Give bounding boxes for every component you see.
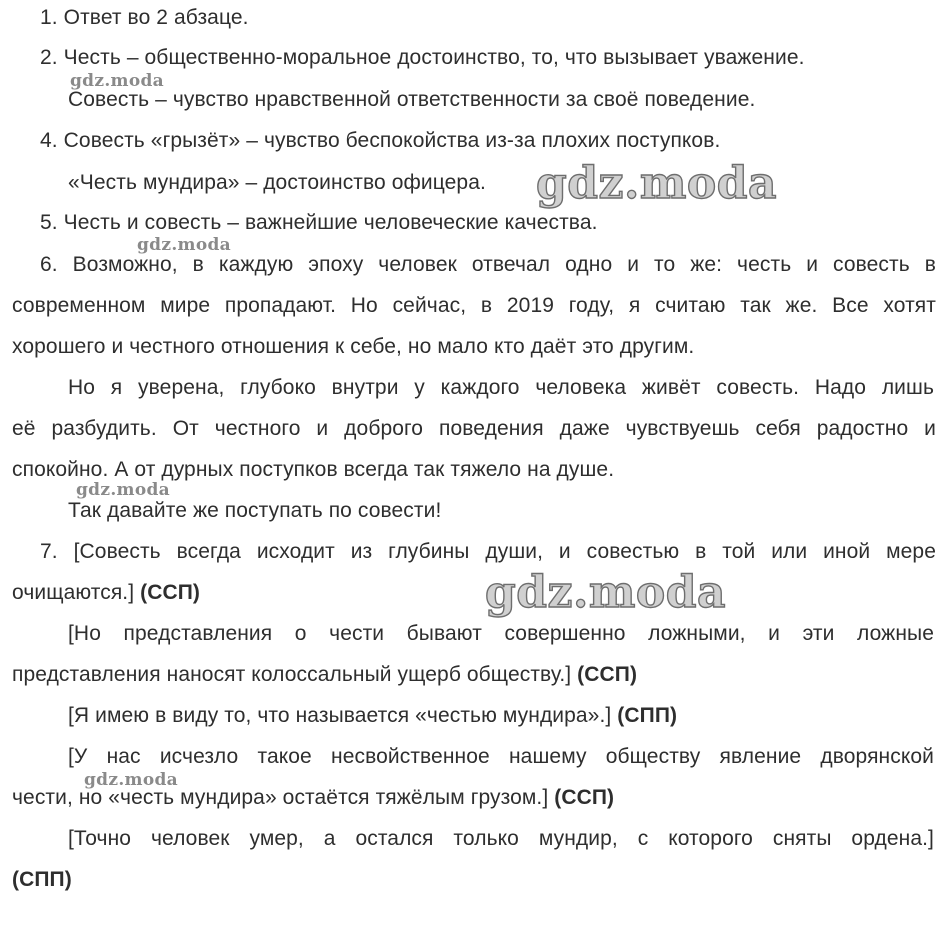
answer-6-line-3: хорошего и честного отношения к себе, но мало кто даёт это другим. (12, 335, 695, 358)
answer-4-line-2: «Честь мундира» – достоинство офицера. (68, 171, 486, 194)
sentence-text: чести, но «честь мундира» остаётся тяжёлым грузом.] (12, 786, 549, 809)
answer-6-line-1: 6. Возможно, в каждую эпоху человек отвечал одно и то же: честь и совесть в (40, 253, 936, 276)
answer-6-line-2: современном мире пропадают. Но сейчас, в 2019 году, я считаю так же. Все хотят (12, 294, 936, 317)
answer-4-line-1: 4. Совесть «грызёт» – чувство беспокойства из-за плохих поступков. (40, 129, 721, 152)
watermark-small: gdz.moda (84, 770, 178, 790)
answer-6-para-2-line-3: спокойно. А от дурных поступков всегда так тяжело на душе. (12, 458, 615, 481)
sentence-text: [Я имею в виду то, что называется «честью мундира».] (68, 704, 612, 727)
sentence-4-line-1: [У нас исчезло такое несвойственное нашему обществу явление дворянской (68, 745, 934, 768)
ssp-tag: (ССП) (140, 581, 201, 604)
answer-1: 1. Ответ во 2 абзаце. (40, 6, 249, 29)
watermark-large: gdz.moda (485, 567, 727, 618)
ssp-tag: (ССП) (577, 663, 638, 686)
answer-7-line-1: 7. [Совесть всегда исходит из глубины души, и совестью в той или иной мере (40, 540, 936, 563)
sentence-5-line-1: [Точно человек умер, а остался только мундир, с которого сняты ордена.] (68, 827, 934, 850)
answer-7-line-2 (12, 580, 200, 606)
ssp-tag: (ССП) (554, 786, 615, 809)
watermark-small: gdz.moda (70, 71, 164, 91)
answer-2-line-2: Совесть – чувство нравственной ответственности за своё поведение. (68, 88, 756, 111)
answer-6-para-2-line-1: Но я уверена, глубоко внутри у каждого человека живёт совесть. Надо лишь (68, 376, 934, 399)
sentence-text: представления наносят колоссальный ущерб обществу.] (12, 663, 572, 686)
watermark-small: gdz.moda (76, 480, 170, 500)
answer-2-line-1: 2. Честь – общественно-моральное достоинство, то, что вызывает уважение. (40, 46, 805, 69)
answer-6-para-2-line-2: её разбудить. От честного и доброго поведения даже чувствуешь себя радостно и (12, 417, 936, 440)
answer-5: 5. Честь и совесть – важнейшие человеческие качества. (40, 211, 598, 234)
watermark-small: gdz.moda (137, 235, 231, 255)
watermark-large: gdz.moda (536, 158, 778, 209)
sentence-2-line-1: [Но представления о чести бывают совершенно ложными, и эти ложные (68, 622, 934, 645)
sentence-2-line-2 (12, 662, 637, 688)
answer-6-para-3: Так давайте же поступать по совести! (68, 499, 442, 522)
sentence-3 (68, 703, 677, 729)
sentence-text: очищаются.] (12, 581, 135, 604)
spp-tag: (СПП) (12, 868, 72, 891)
spp-tag: (СПП) (617, 704, 678, 727)
